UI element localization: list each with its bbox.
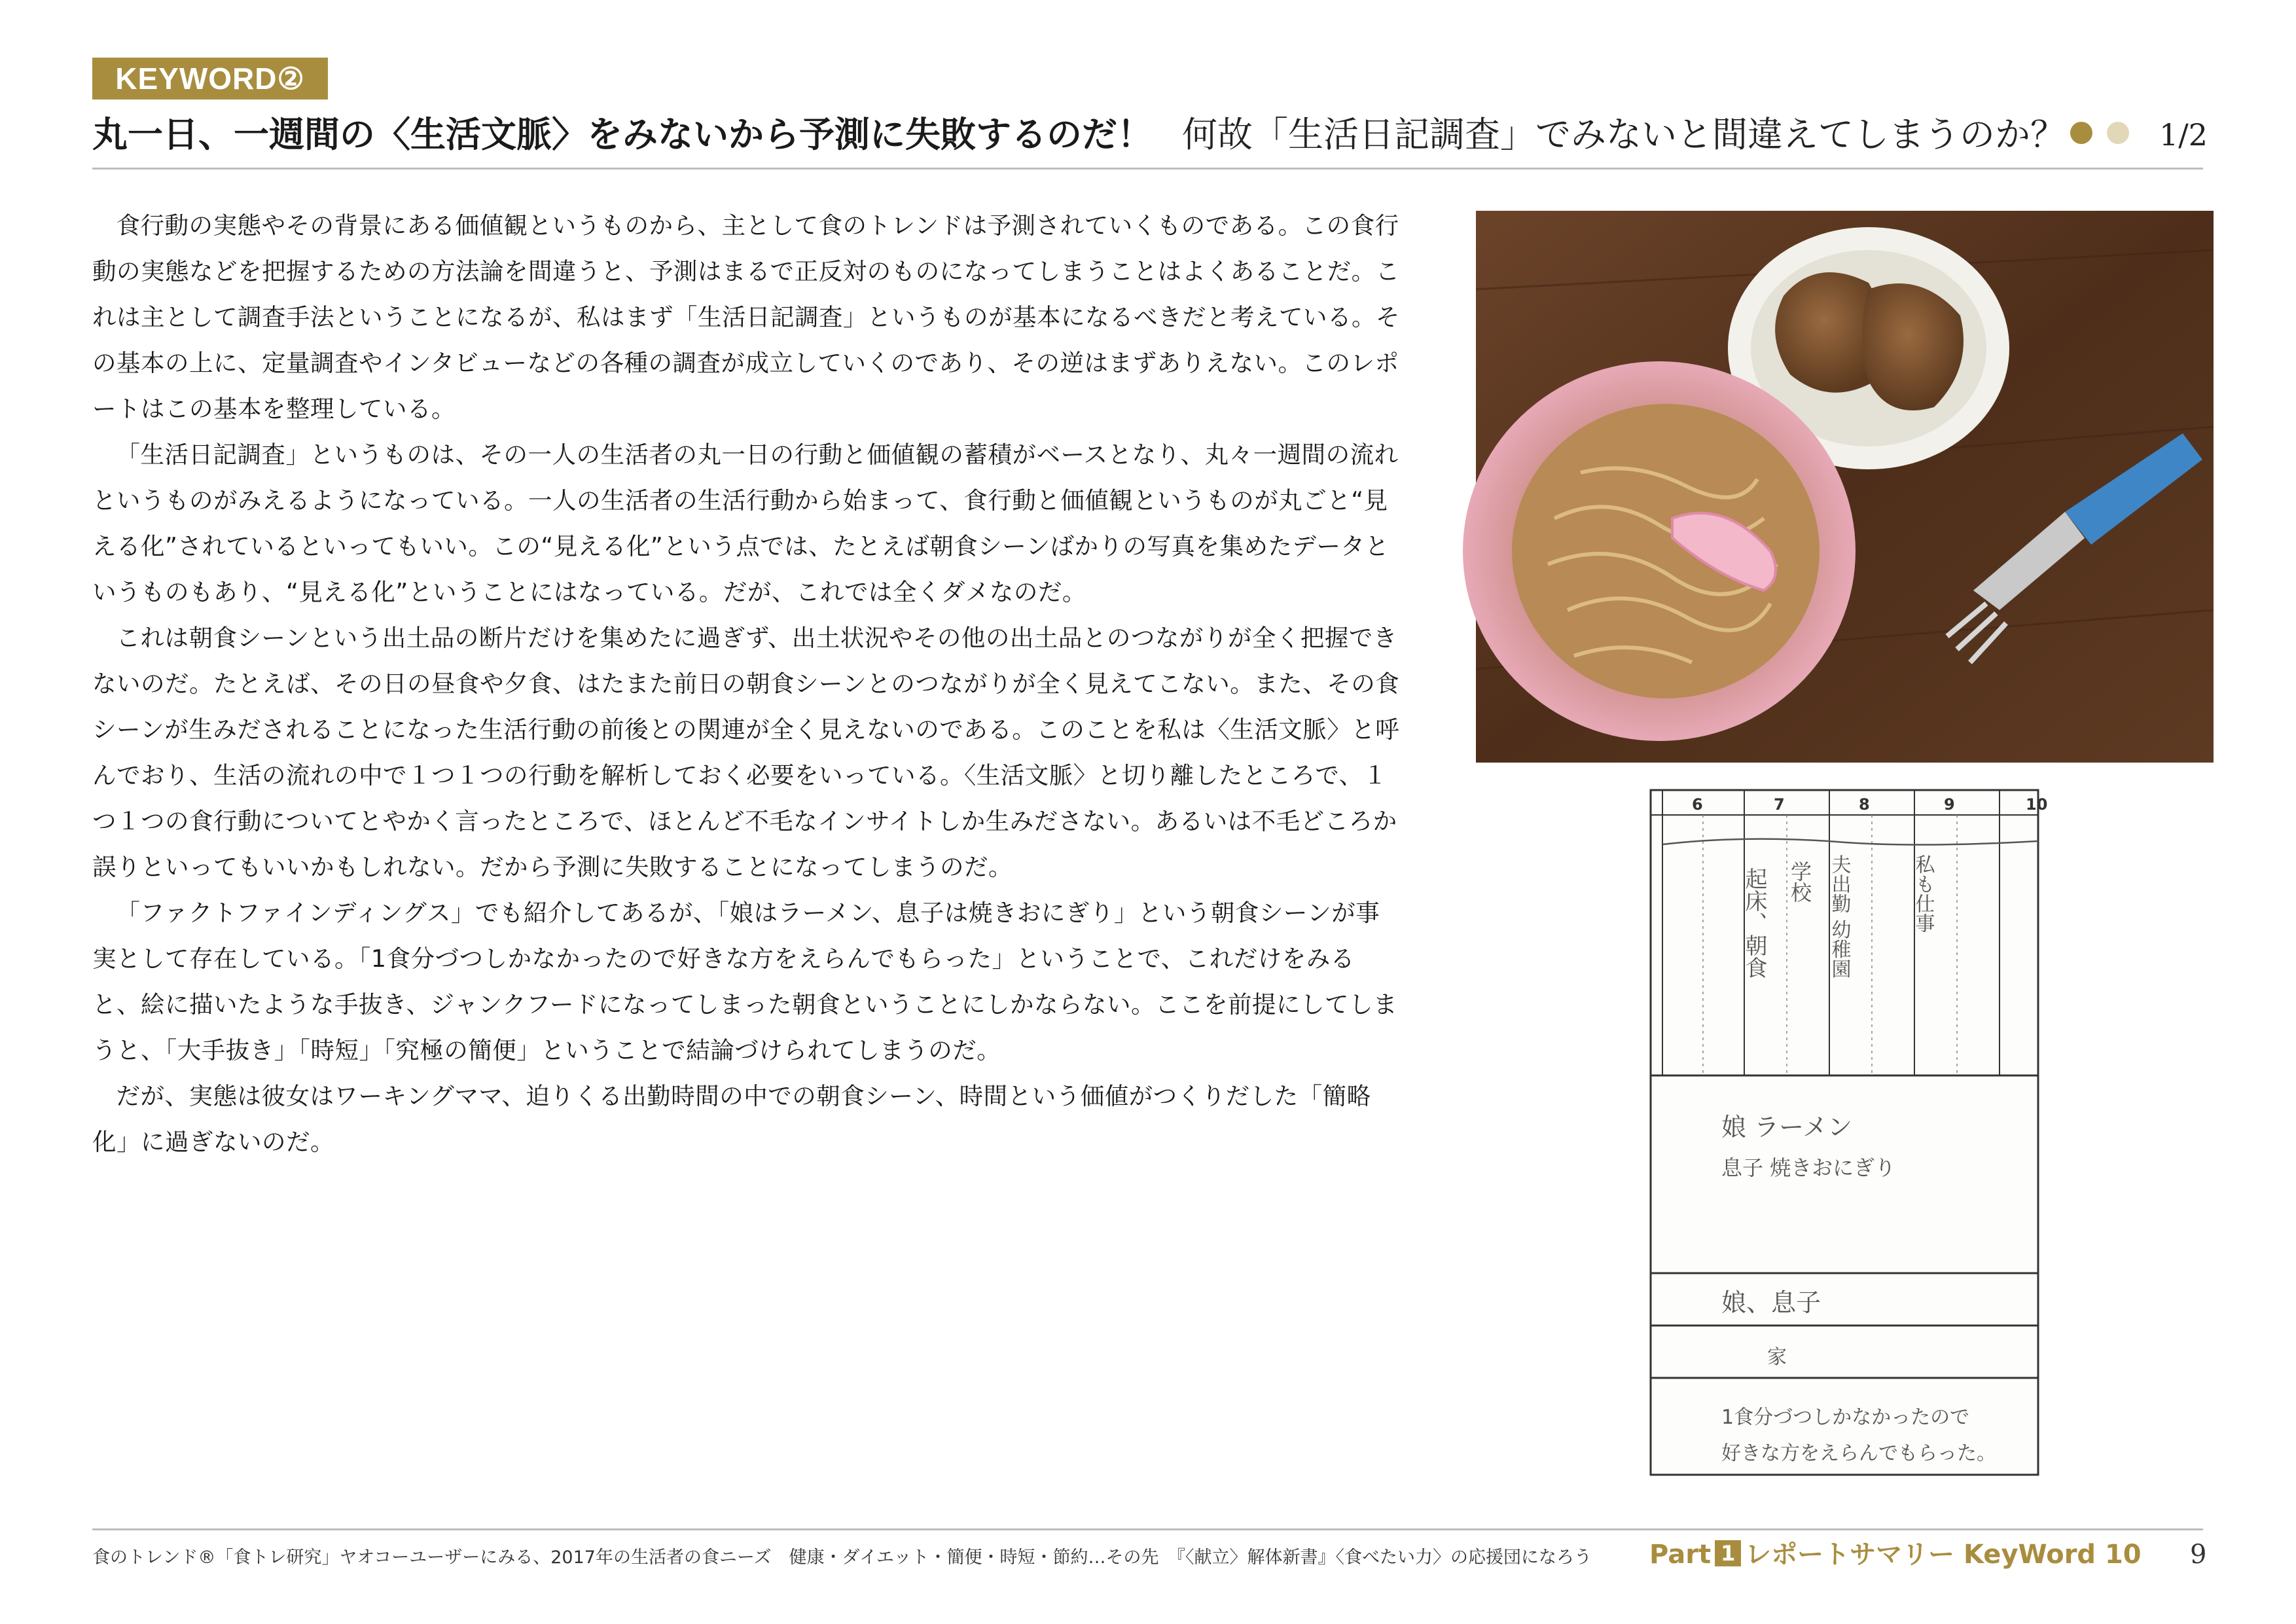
diary-drawing [1649, 789, 2048, 1476]
page-dot-inactive [2107, 122, 2129, 144]
diary-scan [1649, 789, 2048, 1476]
header-divider [92, 168, 2203, 170]
footer-part-label: Part [1649, 1540, 1712, 1570]
hour-label: 8 [1859, 795, 1870, 814]
keyword-badge: KEYWORD② [92, 58, 328, 99]
paragraph-2: 「生活日記調査」というものは、その一人の生活者の丸一日の行動と価値観の蓄積がベースとなり、丸々一週間の流れというものがみえるようになっている。一人の生活者の生活行動から始まって、食行動と価値観というものが丸ごと“見える化”されているといってもいい。この“見える化”という点では、たとえば朝食シーンばかりの写真を集めたデータというものもあり、“見える化”ということにはなっている。だが、これでは全くダメなのだ。 [92, 441, 1399, 606]
paragraph-5: だが、実態は彼女はワーキングママ、迫りくる出勤時間の中での朝食シーン、時間という価値がつくりだした「簡略化」に過ぎないのだ。 [92, 1082, 1371, 1156]
diary-entry: 夫出勤 幼稚園 [1827, 854, 1851, 979]
diary-note-line: 好きな方をえらんでもらった。 [1721, 1442, 1996, 1465]
paragraph-3: これは朝食シーンという出土品の断片だけを集めたに過ぎず、出土状況やその他の出土品とのつながりが全く把握できないのだ。たとえば、その日の昼食や夕食、はたまた前日の朝食シーンとのつながりが全く見えてこない。また、その食シーンが生みだされることになった生活行動の前後との関連が全く見えないのである。このことを私は〈生活文脈〉と呼んでおり、生活の流れの中で１つ１つの行動を解析しておく必要をいっている。〈生活文脈〉と切り離したところで、１つ１つの食行動についてとやかく言ったところで、ほとんど不毛なインサイトしか生みださない。あるいは不毛どころか誤りといってもいいかもしれない。だから予測に失敗することになってしまうのだ。 [92, 624, 1400, 881]
footer-section-title: レポートサマリー KeyWord 10 [1745, 1540, 2142, 1570]
diary-entry: 学校 [1787, 861, 1812, 903]
footer-part-number: 1 [1715, 1540, 1741, 1566]
breakfast-photo-drawing [1476, 211, 2214, 763]
diary-note-line: 1食分づつしかなかったので [1721, 1406, 1970, 1429]
article-body [92, 203, 1401, 1165]
page-indicator [2070, 122, 2123, 145]
page-fraction: 1/2 [2159, 117, 2208, 153]
footer-publication: 食のトレンド®「食トレ研究」ヤオコーユーザーにみる、2017年の生活者の食ニーズ 健康・ダイエット・簡便・時短・節約…その先 『〈献立〉解体新書』〈食べたい力〉の応援団になろう [92, 1547, 1592, 1568]
footer-section [1649, 1532, 2142, 1578]
hour-label: 6 [1692, 795, 1703, 814]
page-number: 9 [2190, 1540, 2207, 1570]
page-title: 丸一日、一週間の〈生活文脈〉をみないから予測に失敗するのだ！ [92, 114, 1153, 155]
hour-label: 7 [1774, 795, 1785, 814]
diary-entry: 起床、朝食 [1741, 867, 1767, 979]
diary-menu-line: 娘 ラーメン [1721, 1113, 1853, 1142]
paragraph-4: 「ファクトファインディングス」でも紹介してあるが、「娘はラーメン、息子は焼きおにぎり」という朝食シーンが事実として存在している。「1食分づつしかなかったので好きな方をえらんでもらった」ということで、これだけをみると、絵に描いたような手抜き、ジャンクフードになってしまった朝食ということにしかならない。ここを前提にしてしまうと、「大手抜き」「時短」「究極の簡便」ということで結論づけられてしまうのだ。 [92, 899, 1397, 1064]
page-dot-active [2070, 122, 2092, 144]
diary-menu-line: 息子 焼きおにぎり [1721, 1155, 1896, 1180]
hour-label: 9 [1944, 795, 1955, 814]
paragraph-1: 食行動の実態やその背景にある価値観というものから、主として食のトレンドは予測されていくものである。この食行動の実態などを把握するための方法論を間違うと、予測はまるで正反対のものになってしまうことはよくあることだ。これは主として調査手法ということになるが、私はまず「生活日記調査」というものが基本になるべきだと考えている。その基本の上に、定量調査やインタビューなどの各種の調査が成立していくのであり、その逆はまずありえない。このレポートはこの基本を整理している。 [92, 211, 1400, 423]
diary-place: 家 [1767, 1346, 1787, 1369]
page-subtitle: 何故「生活日記調査」でみないと間違えてしまうのか？ [1182, 114, 2066, 155]
breakfast-photo [1476, 211, 2214, 763]
diary-who: 娘、息子 [1721, 1288, 1821, 1317]
footer-divider [92, 1528, 2203, 1530]
hour-label: 10 [2026, 795, 2048, 814]
diary-entry: 私も仕事 [1911, 854, 1935, 933]
